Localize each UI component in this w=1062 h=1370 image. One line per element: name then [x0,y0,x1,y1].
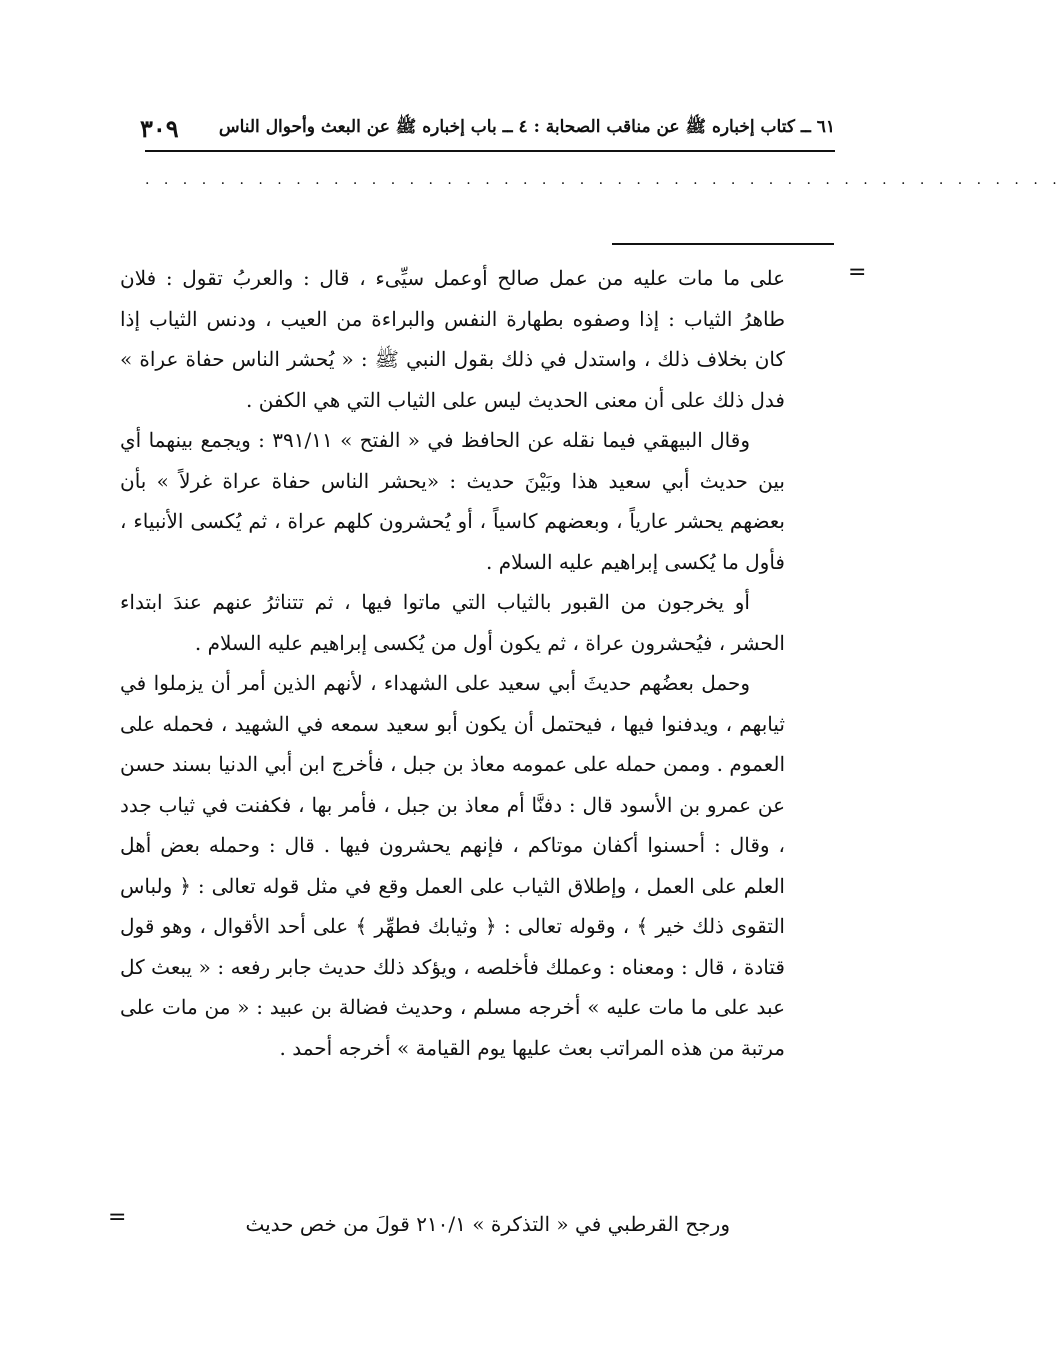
footnote-paragraph: أو يخرجون من القبور بالثياب التي ماتوا فيها ، ثم تتناثرُ عنهم عندَ ابتداء الحشر ، فيُحشرون عراة ، ثم يكون أول من يُكسى إبراهيم عليه السلام . [120,590,785,655]
continuation-mark-top: = [848,260,867,285]
footnote-last-line: ورجح القرطبي في « التذكرة » ٢١٠/١ قولَ من خص حديث [245,1212,730,1236]
page-number: ٣٠٩ [140,113,179,143]
footnote-paragraph: وحمل بعضُهم حديثَ أبي سعيد على الشهداء ، لأنهم الذين أمر أن يزملوا في ثيابهم ، ويدفنوا فيها ، فيحتمل أن يكون أبو سعيد سمعه في الشهيد ، فحمله على العموم . وممن حمله على عمومه معاذ بن جبل ، فأخرج ابن أبي الدنيا بسند حسن عن عمرو بن الأسود قال : دفنَّا أم معاذ بن جبل ، فأمر بها ، فكفنت في ثياب جدد ، وقال : أحسنوا أكفان موتاكم ، فإنهم يحشرون فيها . قال : وحمله بعض أهل العلم على العمل ، وإطلاق الثياب على العمل وقع في مثل قوله تعالى : ﴿ ولباس التقوى ذلك خير ﴾ ، وقوله تعالى : ﴿ وثيابك فطهِّر ﴾ على أحد الأقوال ، وهو قول قتادة ، قال : ومعناه : وعملك فأخلصه ، ويؤكد ذلك حديث جابر رفعه : « يبعث كل عبد على ما مات عليه » أخرجه مسلم ، وحديث فضالة بن عبيد : « من مات على مرتبة من هذه المراتب بعث عليها يوم القيامة » أخرجه أحمد . [120,671,786,1060]
footnote-paragraph: وقال البيهقي فيما نقله عن الحافظ في « الفتح » ٣٩١/١١ : ويجمع بينهما أي بين حديث أبي سعيد هذا وبَيْنَ حديث : «يحشر الناس حفاة عراة غرلاً » بأن بعضهم يحشر عارياً ، وبعضهم كاسياً ، أو يُحشرون كلهم عراة ، ثم يُكسى الأنبياء ، فأول ما يُكسى إبراهيم عليه السلام . [120,428,785,574]
footnote-paragraph: على ما مات عليه من عمل صالح أوعمل سيِّىء ، قال : والعربُ تقول : فلان طاهرُ الثياب : إذا وصفوه بطهارة النفس والبراءة من العيب ، ودنس الثياب إذا كان بخلاف ذلك ، واستدل في ذلك بقول النبي ﷺ : « يُحشر الناس حفاة عراة » فدل ذلك على أن معنى الحديث ليس على الثياب التي هي الكفن . [120,266,785,412]
running-title: ٦١ ــ كتاب إخباره ﷺ عن مناقب الصحابة : ٤ ــ باب إخباره ﷺ عن البعث وأحوال الناس [218,116,835,137]
header-rule [145,150,835,152]
dotted-separator: . . . . . . . . . . . . . . . . . . . . . . . . . . . . . . . . . . . . . . . . . . . . . . . . . [145,172,1062,188]
continuation-mark-bottom: = [108,1205,127,1230]
running-header [140,108,835,148]
footnote-rule [612,243,834,245]
footnote-body [120,258,785,1068]
